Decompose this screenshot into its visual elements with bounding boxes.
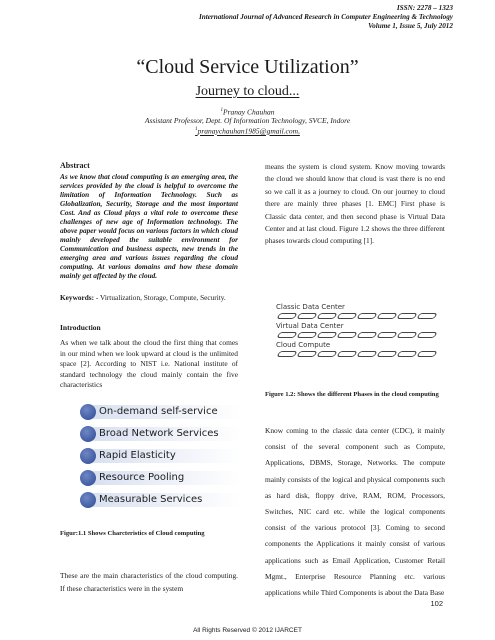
figure1-caption: Figur:1.1 Shows Charcteristics of Cloud computing (60, 530, 205, 537)
band-segment (356, 332, 377, 338)
right-bottom-text: Know coming to the classic data center (CDC), it mainly consist of the several component such as Compute, Applications, DBMS, Storage, Networks. The compute mainly consists of the logical and physical components such as hard disk, floppy drive, RAM, ROM, Processors, Switches, NIC card etc. while the logical components consist of the various protocol [3]. Coming to second components the Applications it mainly consist of various applications such as Email Application, Customer Retail Mgmt., Enterprise Resource Planning etc. various applications while Third Components is about the Data Base (265, 426, 445, 598)
keywords-label: Keywords: (60, 293, 95, 302)
band-segment (296, 313, 317, 319)
item-label: Resource Pooling (99, 472, 185, 483)
characteristic-item (66, 402, 241, 421)
bullet-circle-icon (80, 492, 96, 508)
phase-label: Virtual Data Center (276, 322, 344, 330)
item-label: Rapid Elasticity (99, 450, 176, 461)
author-email[interactable] (0, 125, 495, 136)
band-segment (276, 351, 297, 357)
keywords-text: - Virtualization, Storage, Compute, Security. (94, 293, 226, 302)
band-segment (316, 351, 337, 357)
figure-characteristics (60, 402, 240, 522)
band-segment (376, 332, 397, 338)
band-segment (316, 332, 337, 338)
item-label: Measurable Services (99, 494, 203, 505)
phase-band (272, 332, 434, 337)
figure2-caption: Figure 1.2: Shows the different Phases in the cloud computing (265, 391, 439, 398)
band-segment (336, 351, 357, 357)
journal-name: International Journal of Advanced Research in Computer Engineering & Technology (198, 13, 453, 21)
band-segment (416, 332, 437, 338)
characteristic-item (66, 468, 241, 487)
left-bottom-text: These are the main characteristics of the cloud computing. If these characteristics were in the system (60, 571, 238, 593)
band-segment (356, 351, 377, 357)
band-segment (336, 332, 357, 338)
band-segment (296, 332, 317, 338)
paper-subtitle: Journey to cloud... (195, 84, 300, 99)
band-segment (396, 332, 417, 338)
characteristic-item (66, 424, 241, 443)
band-segment (276, 313, 297, 319)
bullet-circle-icon (80, 426, 96, 442)
volume-info: Volume 1, Issue 5, July 2012 (368, 22, 453, 30)
item-label: On-demand self-service (99, 406, 218, 417)
author-affiliation: Assistant Professor, Dept. Of Information Technology, SVCE, Indore (144, 116, 351, 125)
bullet-circle-icon (80, 404, 96, 420)
band-segment (336, 313, 357, 319)
band-segment (416, 351, 437, 357)
band-segment (376, 313, 397, 319)
band-segment (416, 313, 437, 319)
right-top-text: means the system is cloud system. Know moving towards the cloud we should know that cloud is vast there is no end so we call it as a journey to cloud. On our journey to cloud there are mainly three phases [1. EMC] First phase is Classic data center, and then second phase is Virtual Data Center and at last cloud. Figure 1.2 shows the three different phases towards cloud computing [1]. (265, 162, 445, 246)
abstract-text: As we know that cloud computing is an emerging area, the services provided by the cloud is helpful to overcome the limitation of Information Technology. Such as Globalization, Security, Storage and the most important Cost. And as Cloud plays a vital role to overcome these challenges of new age of Information technology. The above paper would focus on various factors in which cloud mainly developed the suitable environment for Communication and business aspects, new trends in the emerging area and various issues regarding the cloud computing. At various domains and how these domain mainly get affected by the cloud. (60, 172, 238, 280)
characteristic-item (66, 446, 241, 465)
paper-title: “Cloud Service Utilization” (136, 56, 359, 78)
bullet-circle-icon (80, 470, 96, 486)
band-segment (356, 313, 377, 319)
introduction-heading: Introduction (60, 323, 101, 332)
band-segment (276, 332, 297, 338)
phase-label: Cloud Compute (276, 341, 331, 349)
band-segment (396, 351, 417, 357)
author-sup: 1 (220, 108, 224, 113)
abstract-heading: Abstract (60, 161, 90, 170)
issn: ISSN: 2278 – 1323 (396, 4, 453, 12)
phase-label: Classic Data Center (276, 303, 345, 311)
band-segment (296, 351, 317, 357)
phase-band (272, 351, 434, 356)
introduction-text: As when we talk about the cloud the first thing that comes in our mind when we look upward at cloud is the unlimited space [2]. According to NIST i.e. National institute of standard technology the cloud mainly contain the five characteristics (60, 338, 238, 389)
band-segment (396, 313, 417, 319)
page-number: 102 (430, 599, 443, 608)
keywords (60, 293, 238, 303)
characteristic-item (66, 490, 241, 509)
copyright-footer: All Rights Reserved © 2012 IJARCET (193, 627, 302, 634)
bullet-circle-icon (80, 448, 96, 464)
email-sup: 1 (195, 127, 198, 132)
email-text: pranaychauhan1985@gmail.com, (197, 126, 300, 136)
band-segment (376, 351, 397, 357)
figure-phases (272, 300, 442, 362)
band-segment (316, 313, 337, 319)
author-name-text: Pranay Chauhan (223, 107, 275, 117)
item-label: Broad Network Services (99, 428, 219, 439)
phase-band (272, 313, 434, 318)
